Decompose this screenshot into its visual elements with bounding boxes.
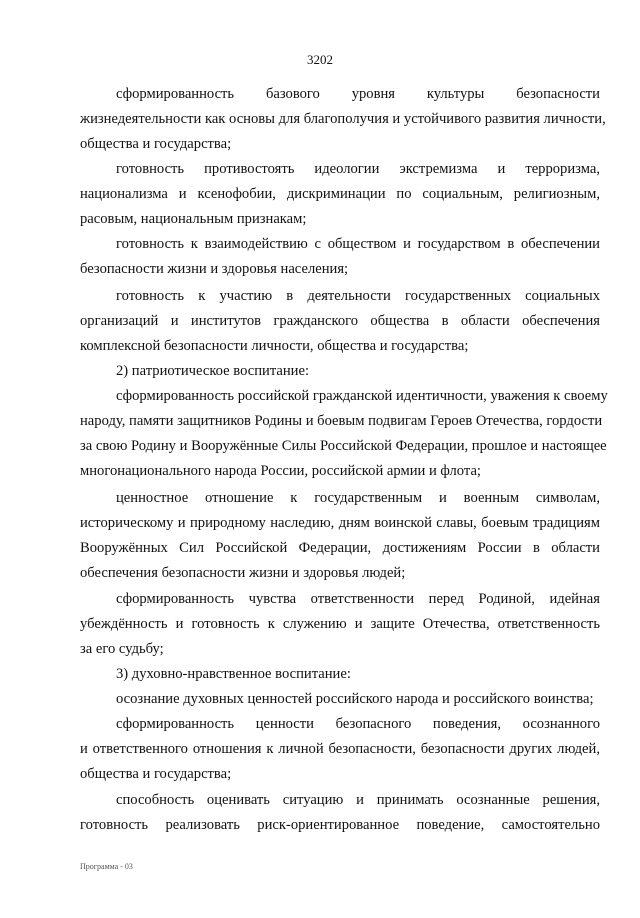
text-line: народу, памяти защитников Родины и боевым подвигам Героев Отечества, гордости (80, 413, 603, 429)
text-line: сформированность российской гражданской идентичности, уважения к своему (116, 388, 608, 404)
text-line: готовность к участию в деятельности государственных социальных (116, 288, 600, 304)
text-line: организаций и институтов гражданского общества в области обеспечения (80, 313, 600, 329)
text-line: расовым, национальным признакам; (80, 211, 307, 227)
text-line: способность оценивать ситуацию и принимать осознанные решения, (116, 792, 600, 808)
text-line: комплексной безопасности личности, общества и государства; (80, 338, 469, 354)
text-line: сформированность ценности безопасного поведения, осознанного (116, 716, 600, 732)
text-line: ценностное отношение к государственным и военным символам, (116, 490, 600, 506)
text-line: безопасности жизни и здоровья населения; (80, 261, 349, 277)
text-line: убеждённость и готовность к служению и защите Отечества, ответственность (80, 616, 600, 632)
text-line: готовность к взаимодействию с обществом и государством в обеспечении (116, 236, 600, 252)
text-line: общества и государства; (80, 766, 232, 782)
text-line: сформированность чувства ответственности перед Родиной, идейная (116, 591, 600, 607)
text-line: готовность противостоять идеологии экстремизма и терроризма, (116, 161, 600, 177)
text-line: общества и государства; (80, 136, 232, 152)
text-line: за его судьбу; (80, 641, 164, 657)
text-line: за свою Родину и Вооружённые Силы Российской Федерации, прошлое и настоящее (80, 438, 607, 454)
text-line: осознание духовных ценностей российского народа и российского воинства; (116, 691, 594, 707)
text-line: национализма и ксенофобии, дискриминации по социальным, религиозным, (80, 186, 600, 202)
text-line: сформированность базового уровня культуры безопасности (116, 86, 600, 102)
text-line: историческому и природному наследию, дням воинской славы, боевым традициям (80, 515, 600, 531)
text-line: готовность реализовать риск-ориентированное поведение, самостоятельно (80, 817, 600, 833)
text-line: жизнедеятельности как основы для благополучия и устойчивого развития личности, (80, 111, 606, 127)
section-heading: 3) духовно-нравственное воспитание: (116, 666, 351, 682)
footer-note: Программа - 03 (80, 862, 133, 871)
text-line: Вооружённых Сил Российской Федерации, достижениям России в области (80, 540, 600, 556)
text-line: обеспечения безопасности жизни и здоровья людей; (80, 565, 406, 581)
page-number: 3202 (307, 52, 333, 67)
text-line: и ответственного отношения к личной безопасности, безопасности других людей, (80, 741, 600, 757)
text-line: многонационального народа России, российской армии и флота; (80, 463, 481, 479)
section-heading: 2) патриотическое воспитание: (116, 363, 310, 379)
